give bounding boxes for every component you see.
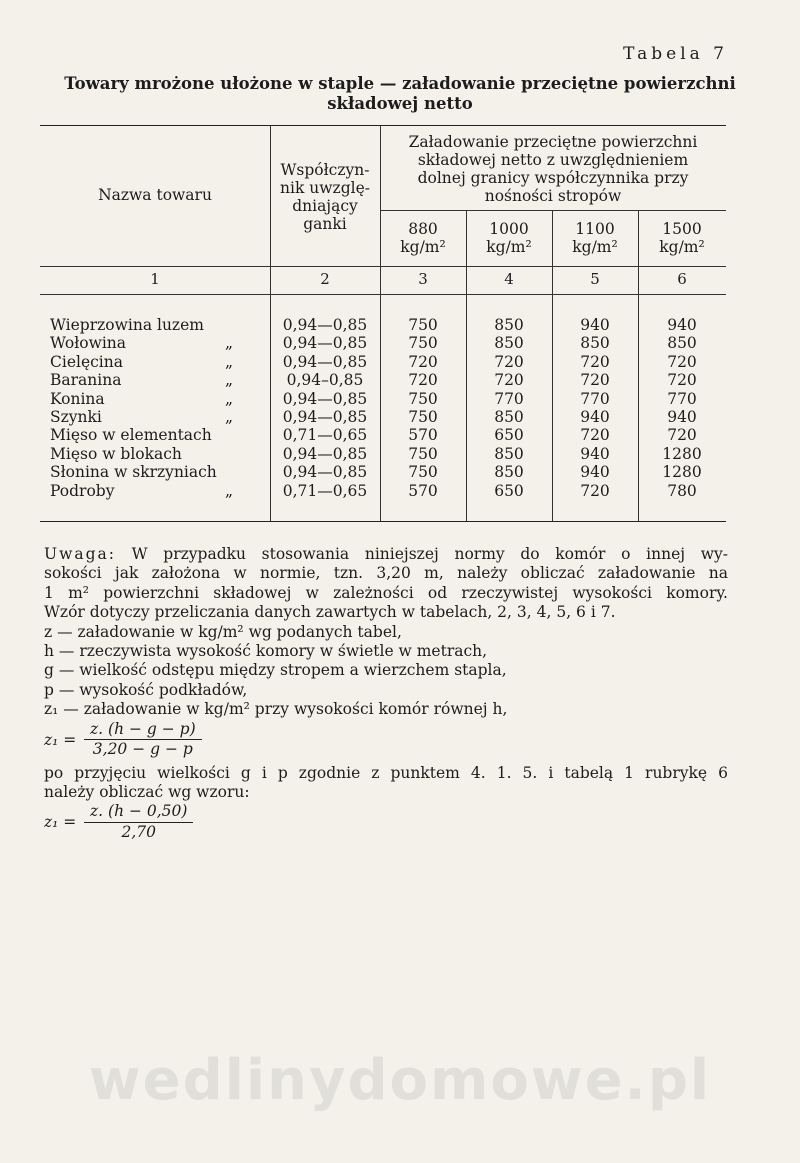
header-coefficient: Współczyn- nik uwzglę- dniający ganki [280,161,370,233]
table-cell: 850 [667,334,697,353]
note-line: sokości jak założona w normie, tzn. 3,20 m, należy obliczać załadowanie na [44,564,728,583]
table-cell: 850 [494,444,524,463]
ditto-mark: „ [225,371,234,390]
table-cell: 940 [580,463,610,482]
table-cell: 750 [408,408,438,427]
product-names-column [50,316,265,500]
product-name: Cielęcina [50,352,123,371]
header-load-880: 880 kg/m² [400,220,446,256]
column-number: 5 [590,270,600,288]
table-row-name [50,334,265,352]
ditto-mark: „ [225,481,234,500]
definition-line: g — wielkość odstępu między stropem a wierzchem stapla, [44,661,507,680]
column-number-rule [40,294,726,295]
header-load-1000: 1000 kg/m² [486,220,532,256]
table-cell: 850 [494,463,524,482]
table-cell: 720 [580,352,610,371]
table-row-name [50,426,265,444]
definition-line: z₁ — załadowanie w kg/m² przy wysokości komór równej h, [44,700,508,719]
table-cell: 780 [667,481,697,500]
product-name: Szynki [50,408,102,427]
table-cell: 750 [408,463,438,482]
table-cell: 720 [580,481,610,500]
table-cell: 0,94—0,85 [282,316,368,334]
product-name: Konina [50,389,105,408]
note-line: 1 m² powierzchni składowej w zależności od rzeczywistej wysokości komory. [44,583,728,602]
ditto-mark: „ [225,408,234,427]
formula-lhs: z₁ = [44,813,77,832]
formula-2 [44,802,728,846]
table-row-name [50,463,265,481]
ditto-mark: „ [225,334,234,353]
formula-1 [44,720,728,764]
formula-fraction [84,720,202,760]
table-cell: 570 [408,426,438,445]
header-name: Nazwa towaru [98,186,212,204]
ditto-mark: „ [225,389,234,408]
product-name: Wieprzowina luzem [50,316,204,334]
table-cell: 720 [580,371,610,390]
table-cell: 750 [408,389,438,408]
table-cell: 720 [408,352,438,371]
table-cell: 720 [580,426,610,445]
note-label: Uwaga: [44,545,116,563]
product-name: Podroby [50,481,115,500]
load-1500-column [638,316,726,500]
note-line: należy obliczać wg wzoru: [44,783,250,802]
table-cell: 850 [494,334,524,353]
table-cell: 720 [494,352,524,371]
table-cell: 0,71—0,65 [282,426,368,445]
coefficient-column [270,316,380,500]
definition-line: z — załadowanie w kg/m² wg podanych tabel, [44,622,402,641]
table-cell: 650 [494,481,524,500]
table-number: Tabela 7 [623,44,728,64]
note-line: Wzór dotyczy przeliczania danych zawartych w tabelach, 2, 3, 4, 5, 6 i 7. [44,603,616,622]
product-name: Słonina w skrzyniach [50,463,217,482]
definition-line: p — wysokość podkładów, [44,680,248,699]
table-cell: 650 [494,426,524,445]
table-cell: 0,94–0,85 [286,371,364,390]
table-title [40,74,760,114]
table-cell: 1280 [662,444,702,463]
product-name: Baranina [50,371,122,390]
table-cell: 770 [667,389,697,408]
data-table [40,125,726,522]
table-row-name [50,390,265,408]
load-1100-column [552,316,638,500]
header-load-group: Załadowanie przeciętne powierzchni składowej netto z uwzględnieniem dolnej granicy współczynnika przy nośności stropów [408,133,698,205]
table-cell: 770 [494,389,524,408]
table-cell: 720 [408,371,438,390]
table-cell: 940 [580,408,610,427]
table-cell: 570 [408,481,438,500]
table-cell: 0,94—0,85 [282,389,368,408]
column-number: 4 [504,270,514,288]
table-cell: 940 [580,444,610,463]
table-cell: 0,94—0,85 [282,463,368,482]
table-cell: 720 [667,352,697,371]
formula-numerator: z. (h − g − p) [84,720,202,740]
table-cell: 940 [667,408,697,427]
table-cell: 0,94—0,85 [282,408,368,427]
title-line-2: składowej netto [327,94,473,113]
column-number: 2 [320,270,330,288]
table-row-name [50,371,265,389]
table-cell: 850 [580,334,610,353]
definition-line: h — rzeczywista wysokość komory w świetle w metrach, [44,642,488,661]
table-cell: 720 [667,371,697,390]
load-1000-column [466,316,552,500]
load-880-column [380,316,466,500]
formula-lhs: z₁ = [44,730,77,749]
table-cell: 1280 [662,463,702,482]
product-name: Wołowina [50,334,127,353]
watermark: wedlinydomowe.pl [88,1048,712,1113]
column-number: 6 [677,270,687,288]
table-cell: 940 [580,316,610,334]
formula-denominator: 3,20 − g − p [92,740,193,759]
header-load-1500: 1500 kg/m² [659,220,705,256]
table-cell: 720 [494,371,524,390]
table-cell: 770 [580,389,610,408]
note-line: Uwaga: W przypadku stosowania niniejszej normy do komór o innej wy- [44,545,728,563]
table-cell: 750 [408,316,438,334]
product-name: Mięso w blokach [50,444,182,463]
formula-denominator: 2,70 [121,822,156,841]
table-row-name [50,408,265,426]
table-cell: 940 [667,316,697,334]
product-name: Mięso w elementach [50,426,212,445]
note-line: po przyjęciu wielkości g i p zgodnie z punktem 4. 1. 5. i tabelą 1 rubrykę 6 [44,763,728,782]
table-cell: 850 [494,316,524,334]
column-number: 3 [418,270,428,288]
header-group-rule [380,210,726,211]
column-number: 1 [150,270,160,288]
formula-numerator: z. (h − 0,50) [84,802,193,822]
ditto-mark: „ [225,352,234,371]
table-cell: 0,94—0,85 [282,352,368,371]
table-row-name [50,316,265,334]
formula-fraction [84,802,193,842]
note-section [44,545,728,846]
table-row-name [50,482,265,500]
table-cell: 750 [408,334,438,353]
table-cell: 0,71—0,65 [282,481,368,500]
table-cell: 0,94—0,85 [282,334,368,353]
table-cell: 850 [494,408,524,427]
table-cell: 750 [408,444,438,463]
table-cell: 0,94—0,85 [282,444,368,463]
title-line-1: Towary mrożone ułożone w staple — załadowanie przeciętne powierzchni [64,74,736,93]
table-row-name [50,445,265,463]
table-cell: 720 [667,426,697,445]
header-rule [40,266,726,267]
header-load-1100: 1100 kg/m² [572,220,618,256]
table-row-name [50,353,265,371]
